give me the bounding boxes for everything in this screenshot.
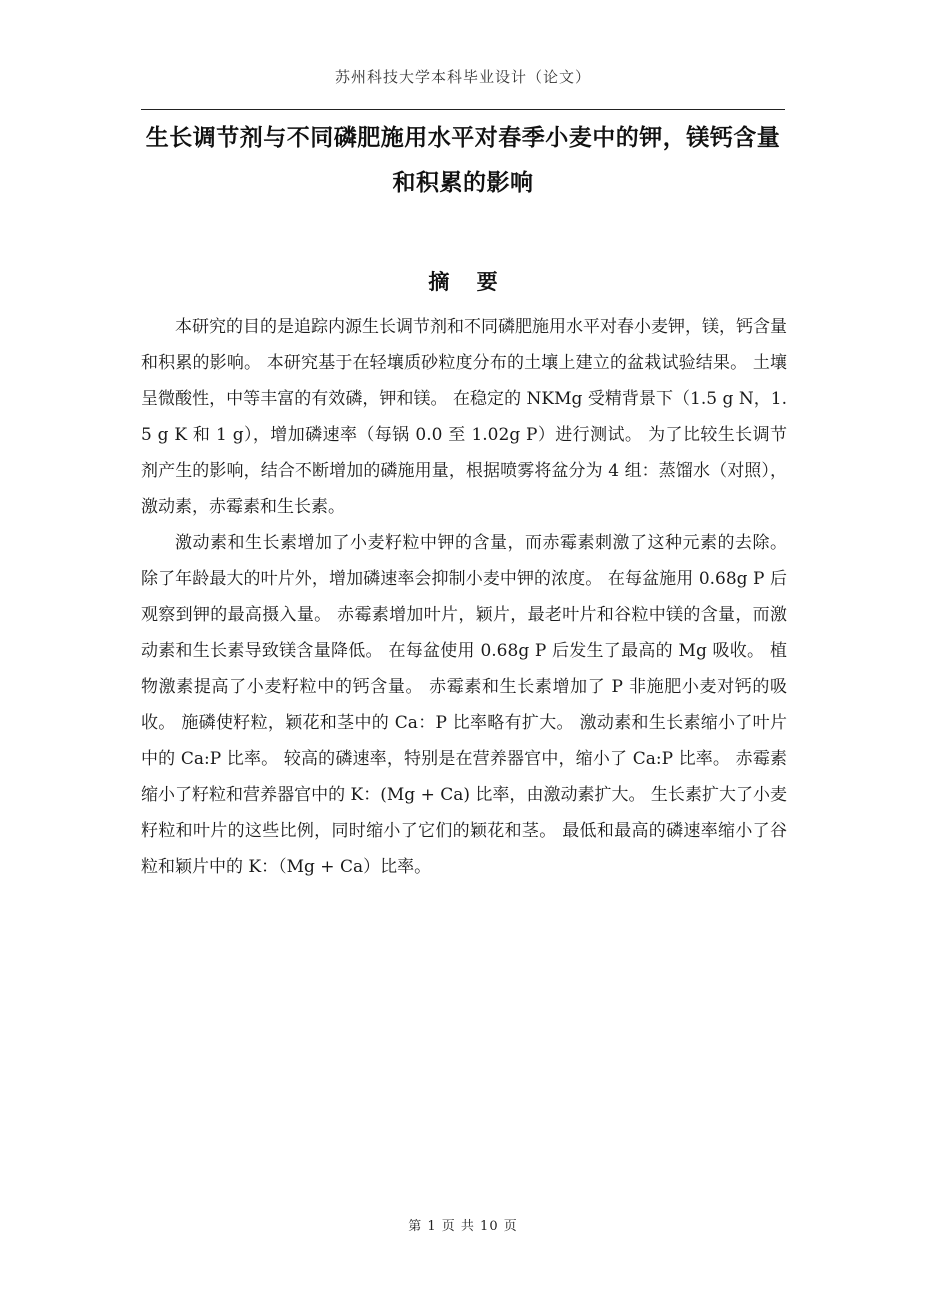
header-divider bbox=[141, 109, 785, 110]
abstract-paragraph: 本研究的目的是追踪内源生长调节剂和不同磷肥施用水平对春小麦钾，镁，钙含量和积累的影响。 本研究基于在轻壤质砂粒度分布的土壤上建立的盆栽试验结果。 土壤呈微酸性，中等丰富的有效磷，钾和镁。 在稳定的 NKMg 受精背景下（1.5 g N，1.5 g K 和 1 g），增加磷速率（每锅 0.0 至 1.02g P）进行测试。 为了比较生长调节剂产生的影响，结合不断增加的磷施用量，根据喷雾将盆分为 4 组：蒸馏水（对照），激动素，赤霉素和生长素。 bbox=[141, 317, 787, 517]
abstract-paragraph: 激动素和生长素增加了小麦籽粒中钾的含量，而赤霉素刺激了这种元素的去除。 除了年龄最大的叶片外，增加磷速率会抑制小麦中钾的浓度。 在每盆施用 0.68g P 后观察到钾的最高摄入量。 赤霉素增加叶片，颖片，最老叶片和谷粒中镁的含量，而激动素和生长素导致镁含量降低。 在每盆使用 0.68g P 后发生了最高的 Mg 吸收。 植物激素提高了小麦籽粒中的钙含量。 赤霉素和生长素增加了 P 非施肥小麦对钙的吸收。 施磷使籽粒，颖花和茎中的 Ca：P 比率略有扩大。 激动素和生长素缩小了叶片中的 Ca:P 比率。 较高的磷速率，特别是在营养器官中，缩小了 Ca:P 比率。 赤霉素缩小了籽粒和营养器官中的 K：(Mg + Ca) 比率，由激动素扩大。 生长素扩大了小麦籽粒和叶片的这些比例，同时缩小了它们的颖花和茎。 最低和最高的磷速率缩小了谷粒和颖片中的 K：（Mg + Ca）比率。 bbox=[141, 533, 787, 877]
abstract-body bbox=[141, 309, 787, 885]
abstract-heading: 摘 要 bbox=[428, 270, 508, 294]
running-header: 苏州科技大学本科毕业设计（论文） bbox=[334, 68, 591, 86]
document-title: 生长调节剂与不同磷肥施用水平对春季小麦中的钾，镁钙含量和积累的影响 bbox=[145, 125, 781, 196]
page-number-footer: 第 1 页 共 10 页 bbox=[408, 1219, 518, 1234]
